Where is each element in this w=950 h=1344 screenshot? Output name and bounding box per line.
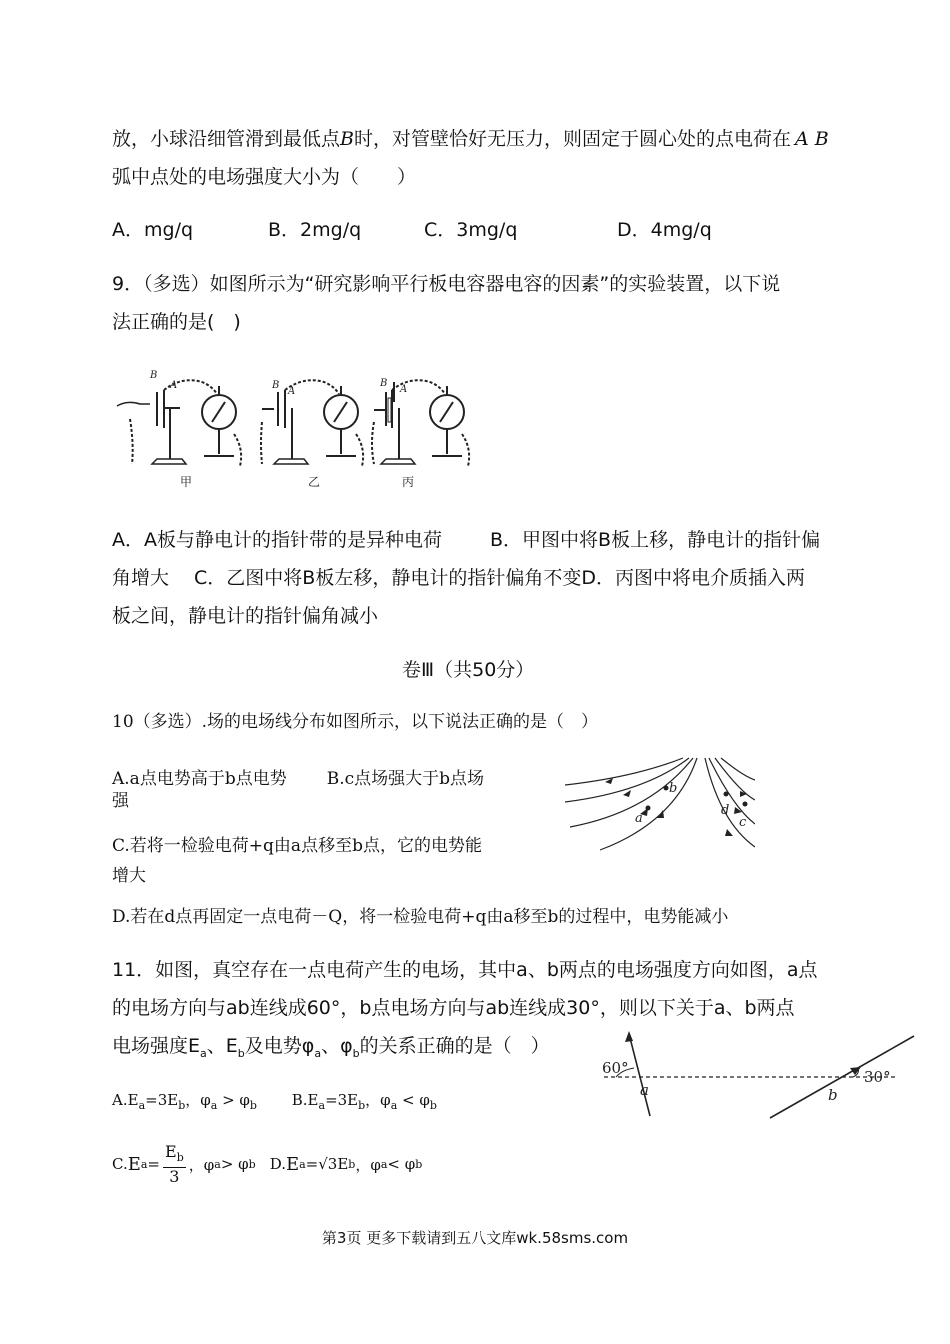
field-lines-figure [565,752,755,860]
field-label-b: b [669,781,678,796]
q8-line2: 弧中点处的电场强度大小为（ ） [112,166,417,188]
fraction: $\frac{E_b}{3}$ [165,1141,184,1186]
field-label-d: d [721,803,730,818]
plate-label-a1: A [170,380,178,391]
angle-figure [598,1026,920,1121]
q10-option-ab: A.a点电势高于b点电势 B.c点场强大于b点场 [112,769,485,789]
q8-option-c: C．3mg/q [424,219,518,241]
q8-option-b: B．2mg/q [268,219,362,241]
q9-options-line1: A．A板与静电计的指针带的是异种电荷 B．甲图中将B板上移，静电计的指针偏 [112,529,821,551]
point-b-label: b [828,1086,838,1104]
q11-option-ab: $A.E_a=3E_b$，$\varphi_a > \varphi_b$ $B.E_a=3E_b$，$\varphi_a < \varphi_b$ [112,1091,437,1112]
q9-stem-line2: 法正确的是( ) [112,311,241,333]
q8-option-a: A．mg/q [112,219,194,241]
capacitor-electroscope-figure [112,364,492,496]
plate-label-b1: B [150,370,158,381]
plate-label-a3: A [400,384,408,395]
figure-label-bing: 丙 [402,475,415,489]
q9-stem-line1: 9．（多选）如图所示为“研究影响平行板电容器电容的因素”的实验装置，以下说 [112,273,781,295]
q11-line3: 电场强度$E_a$、$E_b$及电势$\varphi_a$、$\varphi_b$的关系正确的是（ ） [112,1035,550,1060]
plate-label-a2: A [288,386,296,397]
q10-option-d: D.若在d点再固定一点电荷－Q，将一检验电荷+q由a移至b的过程中，电势能减小 [112,907,729,927]
q9-options-line3: 板之间，静电计的指针偏角减小 [112,605,379,627]
field-label-c: c [739,815,747,830]
q11-option-cd: C. E a = $\frac{E_b}{3}$ ，φ a > φ b D. E a =√3E b ，φ a < φ b [112,1141,423,1186]
plate-label-b3: B [380,378,388,389]
field-label-a: a [635,811,643,826]
q10-option-c: C.若将一检验电荷+q由a点移至b点，它的电势能 [112,836,482,856]
point-a-label: a [640,1081,649,1099]
q8-line1: 放，小球沿细管滑到最低点B时，对管壁恰好无压力，则固定于圆心处的点电荷在 A B [112,128,829,150]
q8-option-d: D．4mg/q [617,219,712,241]
section-title: 卷Ⅲ（共50分） [402,659,535,681]
q10-option-b-cont: 强 [112,791,129,811]
q10-stem: 10（多选）.场的电场线分布如图所示，以下说法正确的是（ ） [112,712,599,732]
q10-option-c-cont: 增大 [112,866,146,886]
angle-60-label: 60° [602,1059,629,1077]
page-footer: 第3页 更多下载请到五八文库wk.58sms.com [321,1229,629,1247]
q9-options-line2: 角增大 C．乙图中将B板左移，静电计的指针偏角不变D．丙图中将电介质插入两 [112,567,805,589]
angle-30-label: 30° [864,1068,891,1086]
figure-label-jia: 甲 [180,475,193,489]
q11-line1: 11．如图，真空存在一点电荷产生的电场，其中a、b两点的电场强度方向如图，a点 [112,959,818,981]
q11-line2: 的电场方向与ab连线成60°，b点电场方向与ab连线成30°，则以下关于a、b两点 [112,997,795,1019]
figure-label-yi: 乙 [308,475,321,489]
plate-label-b2: B [272,380,280,391]
